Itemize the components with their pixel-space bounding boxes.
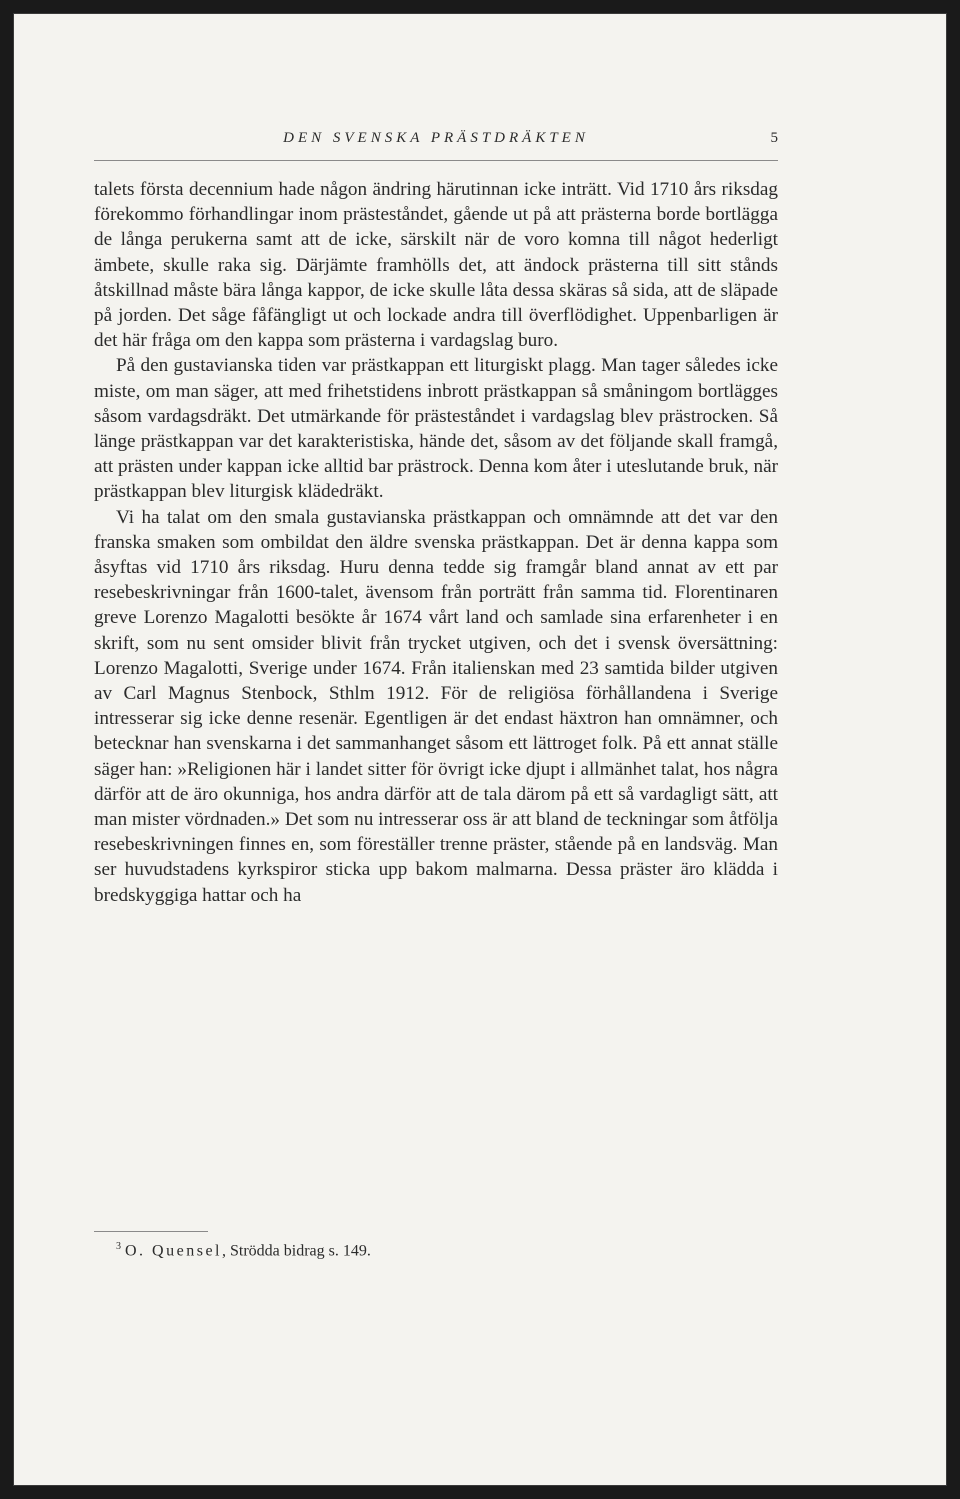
- paragraph-3: Vi ha talat om den smala gustavianska prästkappan och omnämnde att det var den franska smaken som ombildat den äldre svenska prästkappan. Det är denna kappa som åsyftas vid 1710 års riksdag. Huru denna tedde sig framgår bland annat av ett par resebeskrivningar från 1600-talet, ävensom från porträtt från samma tid. Florentinaren greve Lorenzo Magalotti besökte år 1674 vårt land och samlade sina erfarenheter i en skrift, som nu sent omsider blivit från trycket utgiven, och det i svensk översättning: Lorenzo Magalotti, Sverige under 1674. Från italienskan med 23 samtida bilder utgiven av Carl Magnus Stenbock, Sthlm 1912. För de religiösa förhållandena i Sverige intresserar sig icke denne resenär. Egentligen är det endast häxtron han omnämner, och betecknar han svenskarna i det sammanhanget såsom ett lättroget folk. På ett annat ställe säger han: »Religionen här i landet sitter för övrigt icke djupt i allmänhet talat, hos några därför att de äro okunniga, hos andra därför att de tala därom på ett så vardagligt sätt, att man mister vördnaden.» Det som nu intresserar oss är att bland de teckningar som åtfölja resebeskrivningen finnes en, som föreställer trenne präster, stående på en landsväg. Man ser huvudstadens kyrkspiror sticka upp bakom malmarna. Dessa präster äro klädda i bredskyggiga hattar och ha: [94, 506, 778, 906]
- running-title: DEN SVENSKA PRÄSTDRÄKTEN: [283, 130, 589, 146]
- page-number: 5: [770, 130, 778, 146]
- footnote: [116, 1236, 716, 1262]
- paragraph-1: talets första decennium hade någon ändring härutinnan icke inträtt. Vid 1710 års riksdag förekommo förhandlingar inom prästeståndet, gående ut på att prästerna borde bortlägga de långa perukerna samt att de icke, särskilt när de voro komna till något hederligt ämbete, skulle raka sig. Därjämte framhölls det, att ändock prästerna till sitt stånds åtskillnad måste bära långa kappor, de icke skulle låta dessa skäras så sida, att de släpade på jorden. Det såge fåfängligt ut och lockade andra till överflödighet. Uppenbarligen är det här fråga om den kappa som prästerna i vardagslag buro.: [94, 179, 778, 352]
- running-head: [94, 130, 778, 154]
- footnote-author: O. Quensel: [125, 1242, 222, 1260]
- footnote-reference: , Strödda bidrag s. 149.: [221, 1242, 371, 1260]
- header-rule: [94, 160, 778, 161]
- footnote-rule: [94, 1231, 208, 1232]
- footnote-marker: 3: [116, 1241, 121, 1252]
- body-text: [94, 177, 778, 908]
- paragraph-2: På den gustavianska tiden var prästkappan ett liturgiskt plagg. Man tager således icke miste, om man säger, att med frihetstidens inbrott prästkappan så småningom bortlägges såsom vardagsdräkt. Det utmärkande för prästeståndet i vardagslag blev prästrocken. Så länge prästkappan var det karakteristiska, hände det, såsom av det följande skall framgå, att prästen under kappan icke alltid bar prästrock. Denna kom åter i uteslutande bruk, när prästkappan blev liturgisk klädedräkt.: [94, 355, 778, 503]
